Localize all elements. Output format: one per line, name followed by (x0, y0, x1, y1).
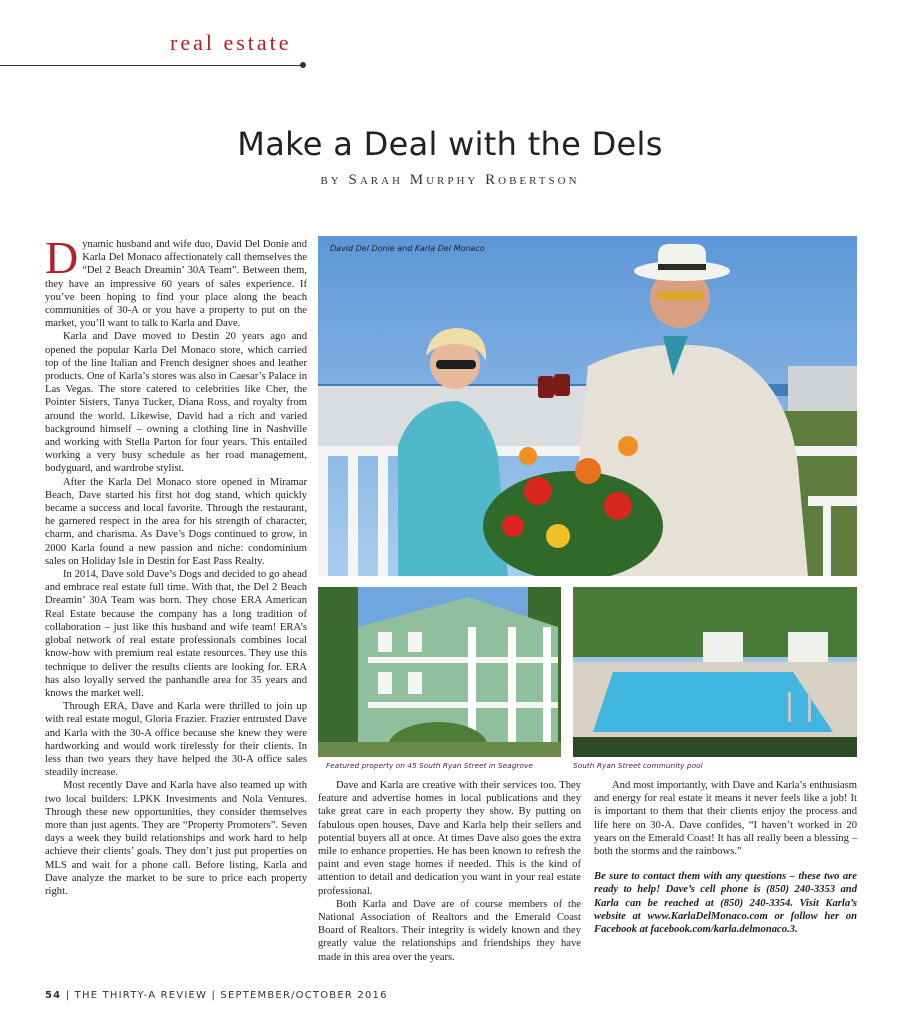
footer-separator: | (65, 990, 75, 1001)
contact-callout: Be sure to contact them with any questions – these two are ready to help! Dave’s cell phone is (850) 240-3353 and Karla can be reached at (850) 240-3354. Visit Karla’s website at www.KarlaDelMonaco.com or follow her on Facebook at facebook.com/karla.delmonaco.3. (594, 871, 857, 936)
article-column-3 (594, 779, 857, 936)
article-column-1 (45, 232, 307, 898)
photo-couple (318, 236, 857, 576)
photo-caption-main: David Del Donie and Karla Del Monaco (330, 244, 485, 253)
header-rule-dot (300, 62, 306, 68)
article-paragraph: In 2014, Dave sold Dave’s Dogs and decided to go ahead and embrace real estate full time. With that, the Del 2 Beach Dreamin’ 30A Team was born. They chose ERA American Real Estate because the company has a long tradition of collaboration – just like this husband and wife team! ERA’s global network of real estate professionals combines local know-how with premium real estate resources. They use this technique to deliver the results clients are looking for. ERA has also loyally served the panhandle area for 35 years and knows the market well. (45, 569, 307, 699)
article-paragraph: Both Karla and Dave are of course members of the National Association of Realtors and the Emerald Coast Board of Realtors. Their integrity is widely known and they greatly value the relationships and friendships they have made in this area over the years. (318, 898, 581, 963)
article-paragraph: Most recently Dave and Karla have also teamed up with two local builders: LPKK Investments and Nola Ventures. Through these new opportunities, they consider themselves more than just agents. They are “Property Promoters”. Seven days a week they build relationships and work hard to help achieve their clients’ goals. They don’t just put properties on MLS and wait for a phone call. Before listing, Karla and Dave analyze the market to be sure to price each property right. (45, 780, 307, 897)
photo-caption-house: Featured property on 45 South Ryan Street in Seagrove (326, 761, 533, 770)
drop-cap: D (45, 232, 79, 283)
article-paragraph: Through ERA, Dave and Karla were thrilled to join up with real estate mogul, Gloria Frazier. Frazier entrusted Dave and Karla with the 30-A office because she knew they were hardworking and would work tirelessly for their clients. In less than two years they have helped the 30-A office sales steadily increase. (45, 701, 307, 779)
section-label: real estate (170, 30, 292, 55)
article-paragraph: Dave and Karla are creative with their services too. They feature and advertise homes in local publications and they take great care in each property they show. By putting on fabulous open houses, Dave and Karla help their sellers and potential buyers all at once. At times Dave also goes the extra mile to enhance properties. He has been known to refresh the paint and even stage homes if needed. This is the kind of attention to detail and dedication you want in your real estate professional. (318, 780, 581, 897)
article-paragraph: Dynamic husband and wife duo, David Del Donie and Karla Del Monaco affectionately call themselves the “Del 2 Beach Dreamin’ 30A Team”. Between them, they have an impressive 60 years of sales experience. If you’ve been hoping to find your place along the beach communities of 30-A or you have a property to put on the market, you’ll want to talk to Karla and Dave. (45, 232, 307, 330)
page-footer (45, 990, 388, 1001)
article-paragraph: Karla and Dave moved to Destin 20 years ago and opened the popular Karla Del Monaco store, which carried top of the line Italian and French designer shoes and leather products. One of Karla’s stores was also in Caesar’s Palace in Las Vegas. The store catered to celebrities like Cher, the Pointer Sisters, Tanya Tucker, Diana Ross, and royalty from around the world. Likewise, David had a rich and varied background himself – owning a clothing line in Nashville and working with Stella Parton for four years. This entailed working a very busy schedule as her road management, bodyguard, and wardrobe stylist. (45, 331, 307, 475)
article-column-2 (318, 779, 581, 964)
photo-pool (573, 587, 857, 757)
article-paragraph: And most importantly, with Dave and Karla’s enthusiasm and energy for real estate it means it never feels like a job! It is important to them that their clients enjoy the process and life here on 30-A. Dave confides, “I haven’t worked in 20 years on the Emerald Coast! It has all really been a blessing – both the storms and the rainbows.” (594, 780, 857, 858)
header-rule (0, 65, 305, 66)
publication-name: THE THIRTY-A REVIEW | SEPTEMBER/OCTOBER 2016 (74, 990, 388, 1001)
article-byline: by Sarah Murphy Robertson (320, 172, 580, 188)
photo-caption-pool: South Ryan Street community pool (573, 761, 703, 770)
page-number: 54 (45, 990, 62, 1001)
article-title: Make a Deal with the Dels (237, 125, 663, 163)
article-paragraph: After the Karla Del Monaco store opened in Miramar Beach, Dave started his first hot dog stand, which quickly became a success and local favorite. Through the restaurant, he garnered respect in the area for his strength of character, charm, and charisma. As Dave’s Dogs continued to grow, in 2000 Karla found a new passion and niche: condominium sales on Holiday Isle in Destin for East Pass Realty. (45, 476, 307, 567)
photo-house (318, 587, 561, 757)
